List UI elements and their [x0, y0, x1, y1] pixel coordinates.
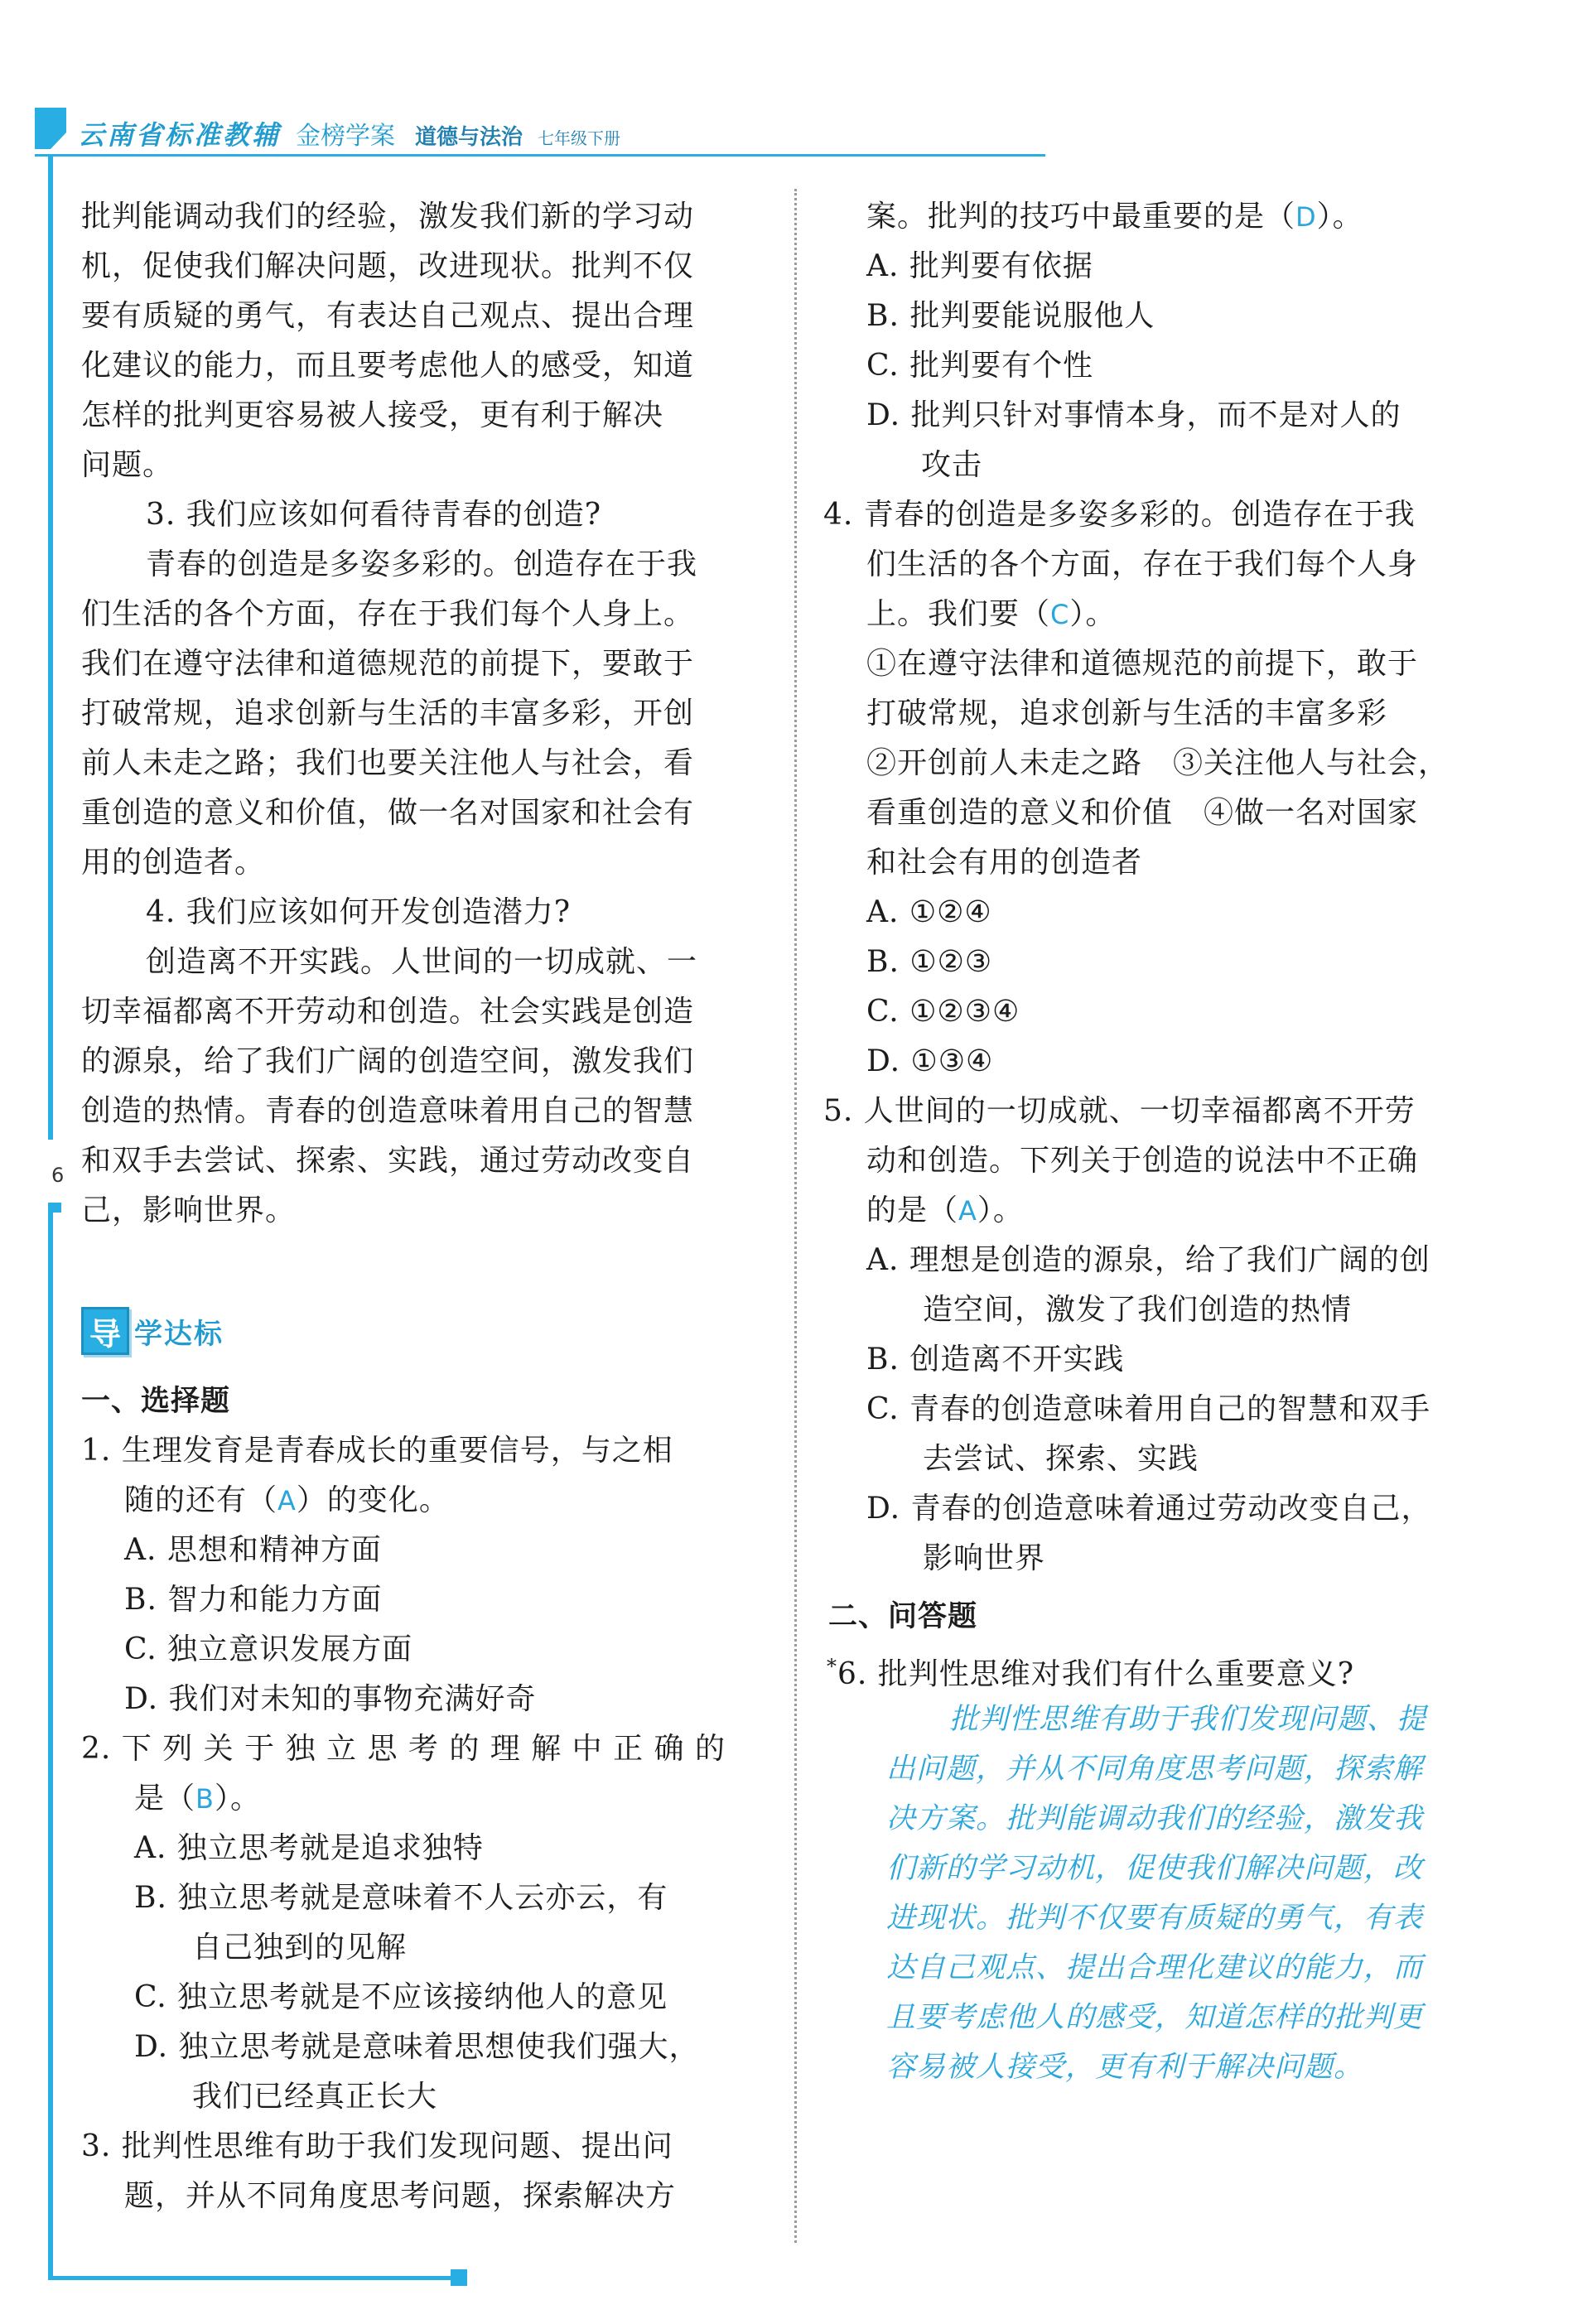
q2-option: C. 独立思考就是不应该接纳他人的意见: [134, 1980, 668, 2014]
q4-item: 看重创造的意义和价值 ④做一名对国家: [866, 796, 1419, 830]
q1-stem-cont: 随的还有（A）的变化。: [124, 1483, 450, 1517]
q3-answer: D: [1295, 201, 1317, 233]
q4-answer: C: [1050, 599, 1070, 630]
header-series: 云南省标准教辅: [78, 119, 282, 151]
text-line: 和双手去尝试、探索、实践，通过劳动改变自: [81, 1144, 695, 1178]
q1-option: C. 独立意识发展方面: [124, 1632, 413, 1666]
q4-stem: 4. 青春的创造是多姿多彩的。创造存在于我: [823, 498, 1416, 532]
q6-answer-line: 们新的学习动机，促使我们解决问题，改: [886, 1852, 1424, 1885]
section-title-choice: 一、选择题: [81, 1385, 231, 1418]
q3-option: C. 批判要有个性: [866, 349, 1094, 383]
q4-stem-cont: 上。我们要（C）。: [866, 597, 1117, 631]
q5-stem: 5. 人世间的一切成就、一切幸福都离不开劳: [823, 1094, 1416, 1128]
q4-option: A. ①②④: [866, 895, 992, 929]
q2-option: B. 独立思考就是意味着不人云亦云，有: [134, 1881, 668, 1915]
q6-answer-line: 达自己观点、提出合理化建议的能力，而: [886, 1951, 1424, 1984]
q6-answer-line: 容易被人接受，更有利于解决问题。: [886, 2051, 1364, 2084]
text-line: 用的创造者。: [81, 846, 266, 880]
page-number: 6: [51, 1164, 65, 1187]
footer-rule: [48, 2276, 454, 2280]
q6-answer-line: 决方案。批判能调动我们的经验，激发我: [886, 1802, 1424, 1835]
q5-option-cont: 去尝试、探索、实践: [923, 1442, 1199, 1476]
header-rule: [35, 154, 1045, 157]
q1-stem: 1. 生理发育是青春成长的重要信号，与之相: [81, 1434, 673, 1468]
q2-option-cont: 自己独到的见解: [192, 1931, 408, 1965]
q3-option: D. 批判只针对事情本身，而不是对人的: [866, 398, 1401, 432]
text-line: 要有质疑的勇气，有表达自己观点、提出合理: [81, 299, 695, 333]
q2-option: A. 独立思考就是追求独特: [134, 1831, 484, 1865]
q3-stem-cont: 题，并从不同角度思考问题，探索解决方: [124, 2179, 677, 2213]
text-line: 创造的热情。青春的创造意味着用自己的智慧: [81, 1094, 695, 1128]
q5-option-cont: 造空间，激发了我们创造的热情: [923, 1293, 1353, 1327]
q5-option: D. 青春的创造意味着通过劳动改变自己，: [866, 1492, 1432, 1526]
text-line: 己，影响世界。: [81, 1193, 297, 1227]
q6-answer-line: 出问题，并从不同角度思考问题，探索解: [886, 1753, 1424, 1786]
text-line: 我们在遵守法律和道德规范的前提下，要敢于: [81, 647, 695, 681]
q1-option: A. 思想和精神方面: [124, 1533, 382, 1567]
text-line: 怎样的批判更容易被人接受，更有利于解决: [81, 398, 664, 432]
section-title-qa: 二、问答题: [828, 1600, 978, 1633]
text-line: 机，促使我们解决问题，改进现状。批判不仅: [81, 249, 695, 283]
page-header: [78, 114, 621, 151]
badge-icon: 导: [81, 1307, 129, 1355]
q6-answer-line: 批判性思维有助于我们发现问题、提: [949, 1703, 1427, 1736]
footer-square: [451, 2269, 467, 2286]
q4-option: C. ①②③④: [866, 995, 1020, 1029]
q2-stem: 2. 下 列 关 于 独 立 思 考 的 理 解 中 正 确 的: [81, 1732, 726, 1766]
q5-option: A. 理想是创造的源泉，给了我们广阔的创: [866, 1243, 1430, 1277]
text-line: 批判能调动我们的经验，激发我们新的学习动: [81, 200, 695, 234]
text-line: 化建议的能力，而且要考虑他人的感受，知道: [81, 349, 695, 383]
q2-option: D. 独立思考就是意味着思想使我们强大，: [134, 2030, 700, 2064]
q5-option: B. 创造离不开实践: [866, 1343, 1125, 1377]
header-brand: 金榜学案: [296, 122, 396, 151]
q4-stem-cont: 们生活的各个方面，存在于我们每个人身: [866, 547, 1419, 581]
section-badge: [81, 1307, 224, 1355]
q4-option: D. ①③④: [866, 1044, 994, 1078]
q6-answer-line: 且要考虑他人的感受，知道怎样的批判更: [886, 2001, 1424, 2034]
text-line: 重创造的意义和价值，做一名对国家和社会有: [81, 796, 695, 830]
text-line: 问题。: [81, 448, 174, 482]
q5-stem-cont: 动和创造。下列关于创造的说法中不正确: [866, 1144, 1419, 1178]
q5-option-cont: 影响世界: [923, 1541, 1046, 1575]
q4-item: 打破常规，追求创新与生活的丰富多彩: [866, 697, 1388, 730]
q3-option: A. 批判要有依据: [866, 249, 1093, 283]
text-line: 们生活的各个方面，存在于我们每个人身上。: [81, 597, 695, 631]
text-line: 青春的创造是多姿多彩的。创造存在于我: [146, 547, 698, 581]
q1-answer: A: [277, 1485, 297, 1516]
header-subject: 道德与法治: [415, 125, 523, 150]
text-line: 切幸福都离不开劳动和创造。社会实践是创造: [81, 995, 695, 1029]
q4-item: ②开创前人未走之路 ③关注他人与社会，: [866, 746, 1450, 780]
q2-option-cont: 我们已经真正长大: [192, 2080, 438, 2114]
q5-option: C. 青春的创造意味着用自己的智慧和双手: [866, 1392, 1431, 1426]
q5-answer: A: [958, 1195, 977, 1227]
badge-title: 学达标: [134, 1317, 224, 1351]
q4-option: B. ①②③: [866, 945, 993, 979]
q4-item: ①在遵守法律和道德规范的前提下，敢于: [866, 647, 1419, 681]
text-line: 前人未走之路；我们也要关注他人与社会，看: [81, 746, 695, 780]
q6-stem: *6. 批判性思维对我们有什么重要意义?: [827, 1655, 1355, 1691]
text-line: 的源泉，给了我们广阔的创造空间，激发我们: [81, 1044, 695, 1078]
q3-stem-cont: 案。批判的技巧中最重要的是（D）。: [866, 200, 1363, 234]
side-rail-top: [48, 154, 53, 1140]
text-line: 创造离不开实践。人世间的一切成就、一: [146, 945, 698, 979]
column-divider: [794, 189, 797, 2243]
side-rail-bottom: [48, 1211, 53, 2279]
header-accent: [35, 108, 66, 149]
text-line: 打破常规，追求创新与生活的丰富多彩，开创: [81, 697, 695, 730]
q1-option: D. 我们对未知的事物充满好奇: [124, 1682, 537, 1716]
q4-item: 和社会有用的创造者: [866, 846, 1143, 880]
question-heading: 4. 我们应该如何开发创造潜力?: [146, 895, 572, 929]
q2-stem-cont: 是（B）。: [134, 1782, 261, 1815]
q2-answer: B: [195, 1783, 215, 1815]
optional-star: *: [827, 1655, 837, 1678]
q1-option: B. 智力和能力方面: [124, 1583, 383, 1617]
q3-option-cont: 攻击: [921, 448, 983, 482]
q6-answer-line: 进现状。批判不仅要有质疑的勇气，有表: [886, 1902, 1424, 1935]
question-heading: 3. 我们应该如何看待青春的创造?: [146, 498, 602, 532]
q3-stem: 3. 批判性思维有助于我们发现问题、提出问: [81, 2129, 673, 2163]
q3-option: B. 批判要能说服他人: [866, 299, 1155, 333]
header-grade: 七年级下册: [538, 128, 621, 148]
q5-stem-cont: 的是（A）。: [866, 1193, 1024, 1227]
